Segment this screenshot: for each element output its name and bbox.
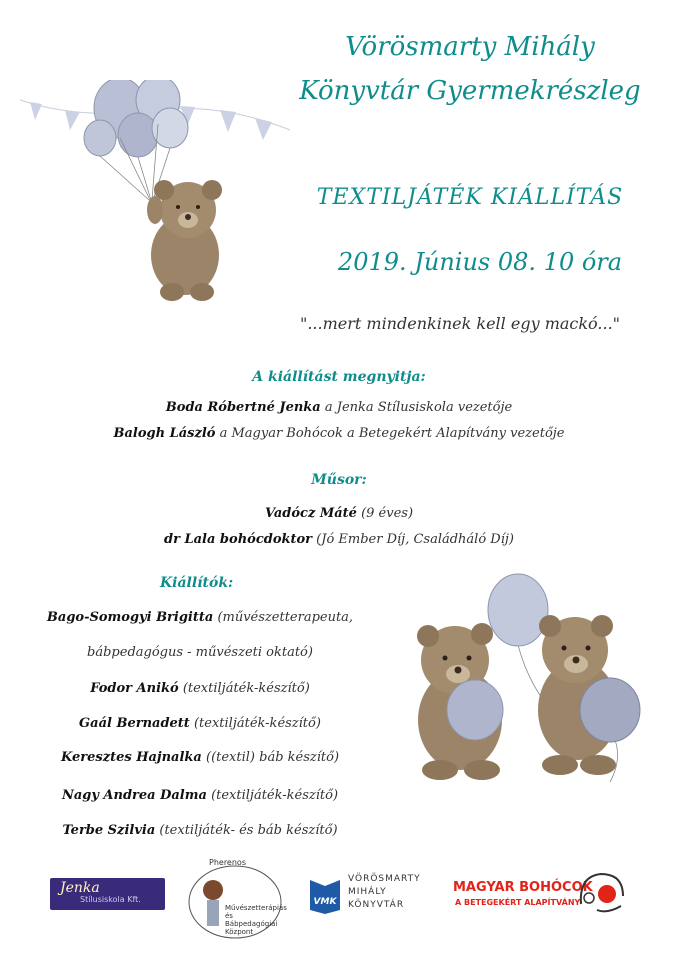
event-quote: "...mert mindenkinek kell egy mackó..." (299, 314, 621, 333)
exhibitor-role: (textiljáték-készítő) (206, 788, 339, 803)
exhibitor-item (0, 823, 400, 838)
pherenos-logo-top: Pherenos (209, 858, 246, 867)
vmk-mark: VMK (313, 897, 337, 907)
exhibition-title: TEXTILJÁTÉK KIÁLLÍTÁS (316, 185, 624, 210)
pherenos-logo (185, 858, 285, 940)
exhibitor-name: Fodor Anikó (90, 681, 179, 696)
exhibitor-role: ((textil) báb készítő) (201, 750, 340, 765)
exhibitor-name: Keresztes Hajnalka (60, 750, 202, 765)
vmk-book-icon (308, 874, 342, 914)
program-item-note: (Jó Ember Díj, Családháló Díj) (312, 532, 514, 547)
exhibitor-name: Terbe Szilvia (62, 823, 156, 838)
vmk-logo (308, 868, 438, 920)
jenka-logo-sub: Stílusiskola Kft. (80, 895, 141, 904)
program-item (0, 506, 678, 521)
opening-person-name: Boda Róbertné Jenka (165, 400, 321, 415)
opening-person-role: a Magyar Bohócok a Betegekért Alapítvány vezetője (215, 426, 565, 441)
library-name-line2: Könyvtár Gyermekrészleg (299, 76, 641, 106)
program-item-name: dr Lala bohócdoktor (164, 532, 313, 547)
jenka-logo-name: Jenka (60, 880, 100, 896)
exhibitor-item (0, 610, 400, 625)
opening-person-role: a Jenka Stílusiskola vezetője (320, 400, 513, 415)
exhibitor-name: Nagy Andrea Dalma (61, 788, 207, 803)
exhibitor-role: (művészetterapeuta, (213, 610, 354, 625)
teddy-bear-with-balloons-icon (20, 80, 290, 320)
exhibitor-item (0, 750, 400, 765)
vmk-line: VÖRÖSMARTY (348, 874, 421, 884)
exhibitor-name: Gaál Bernadett (79, 716, 190, 731)
pherenos-logo-body: Művészetterápiás és Bábpedagógiai Központ (225, 904, 287, 936)
bohocok-logo (445, 860, 630, 920)
jenka-logo (50, 878, 165, 910)
exhibitor-item (0, 645, 400, 660)
exhibitor-role: (textiljáték- és báb készítő) (155, 823, 338, 838)
exhibitor-item (0, 788, 400, 803)
two-teddy-bears-icon (370, 570, 660, 785)
event-date: 2019. Június 08. 10 óra (337, 248, 623, 276)
exhibitor-role: (textiljáték-készítő) (178, 681, 310, 696)
library-name-line1: Vörösmarty Mihály (345, 32, 595, 62)
program-item-note: (9 éves) (356, 506, 414, 521)
exhibitor-item (0, 681, 400, 696)
vmk-line: KÖNYVTÁR (348, 900, 405, 910)
program-heading: Műsor: (311, 472, 367, 488)
bohocok-logo-line2: A BETEGEKÉRT ALAPÍTVÁNY (455, 898, 581, 907)
exhibitors-heading: Kiállítók: (160, 575, 234, 591)
opening-heading: A kiállítást megnyitja: (252, 369, 426, 385)
vmk-line: MIHÁLY (348, 887, 387, 897)
exhibitor-role: (textiljáték-készítő) (189, 716, 321, 731)
opening-person (0, 400, 678, 415)
exhibitor-role: bábpedagógus - művészeti oktató) (87, 645, 313, 660)
opening-person (0, 426, 678, 441)
exhibitor-item (0, 716, 400, 731)
program-item (0, 532, 678, 547)
bohocok-logo-line1: MAGYAR BOHÓCOK (453, 880, 593, 895)
clown-face-icon (577, 868, 629, 916)
opening-person-name: Balogh László (113, 426, 216, 441)
exhibitor-name: Bago-Somogyi Brigitta (46, 610, 214, 625)
program-item-name: Vadócz Máté (264, 506, 357, 521)
